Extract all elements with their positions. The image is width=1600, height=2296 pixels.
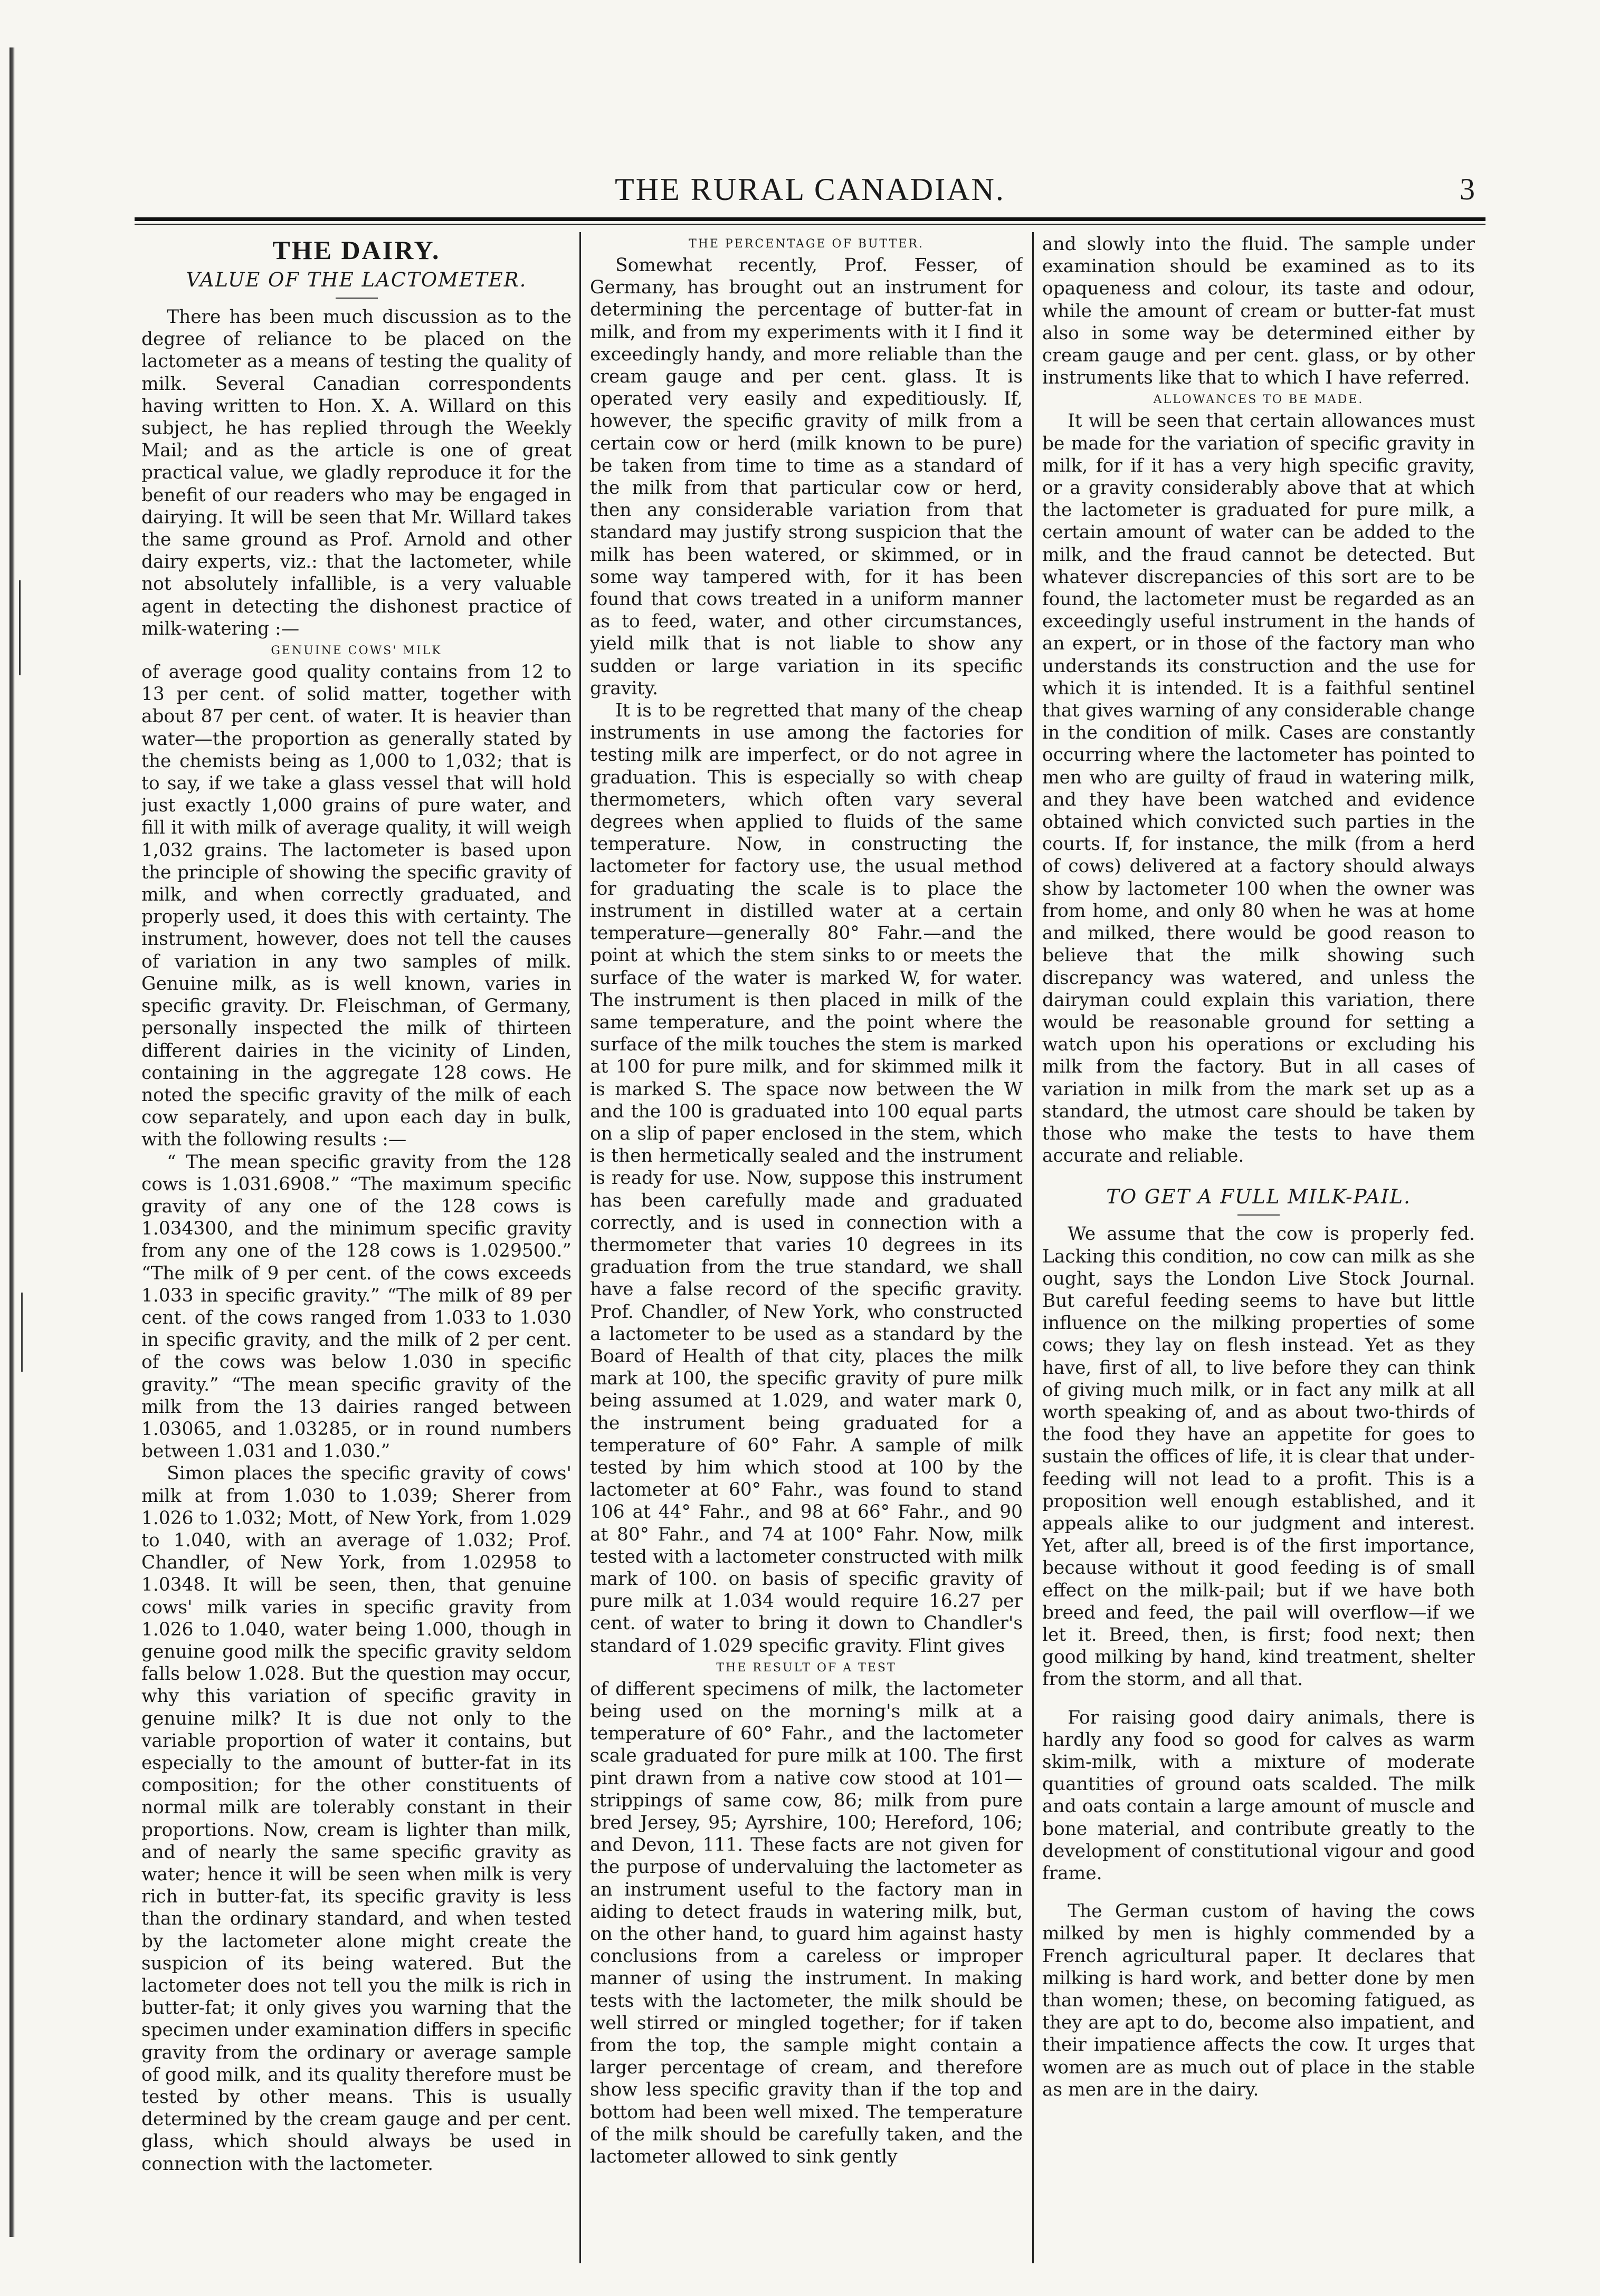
paragraph: It will be seen that certain allowances must be made for the variation of specific gravity in milk, for if it has a very high specific gravity, or a gravity considerably above that at which the lactometer is graduated for pure milk, a certain amount of water can be added to the milk, and the fraud cannot be detected. But whatever discrepancies of this sort are to be found, the lactometer must be regarded as an exceedingly useful instrument in the hands of an expert, or in those of the factory man who understands its construction and the use for which it is intended. It is a faithful sentinel that gives warning of any considerable change in the condition of milk. Cases are constantly occurring where the lactometer has pointed to men who are guilty of fraud in watering milk, and they have been watched and evidence obtained which convicted such parties in the courts. If, for instance, the milk (from a herd of cows) delivered at a factory should always show by lactometer 100 when the owner was from home, and only 80 when he was at home and milked, there would be good reason to believe that the milk showing such discrepancy was watered, and unless the dairyman could explain this variation, there would be reasonable ground for setting a watch upon his operations or excluding his milk from the factory. But in all cases of variation in milk from the mark set up as a standard, the utmost care should be taken by those who make the tests to have them accurate and reliable. — [1042, 410, 1475, 1167]
paragraph: Somewhat recently, Prof. Fesser, of Germany, has brought out an instrument for determining the percentage of butter-fat in milk, and from my experiments with it I find it exceedingly handy, and more reliable than the cream gauge and per cent. glass. It is operated very easily and expeditiously. If, however, the specific gravity of milk from a certain cow or herd (milk known to be pure) be taken from time to time as a standard of the milk from that particular cow or herd, then any considerable variation from that standard may justify strong suspicion that the milk has been watered, or skimmed, or in some way tampered with, for it has been found that cows treated in a uniform manner as to feed, water, and other circumstances, yield milk that is not liable to show any sudden or large variation in its specific gravity. — [590, 255, 1023, 699]
column-3 — [1042, 233, 1475, 2254]
subheading: GENUINE COWS' MILK — [271, 644, 442, 658]
article-title: TO GET A FULL MILK-PAIL. — [1106, 1185, 1411, 1209]
subheading: THE RESULT OF A TEST — [716, 1661, 897, 1675]
paragraph: and slowly into the fluid. The sample under examination should be examined as to its opaqueness and colour, its taste and odour, while the amount of cream or butter-fat must also in some way be determined either by cream gauge and per cent. glass, or by other instruments like that to which I have referred. — [1042, 234, 1475, 389]
title-rule — [1237, 1214, 1280, 1216]
paragraph: There has been much discussion as to the degree of reliance to be placed on the lactometer as a means of testing the quality of milk. Several Canadian correspondents having written to Hon. X. A. Willard on this subject, he has replied through the Weekly Mail; and as the article is one of great practical value, we gladly reproduce it for the benefit of our readers who may be engaged in dairying. It will be seen that Mr. Willard takes the same ground as Prof. Arnold and other dairy experts, viz.: that the lactometer, while not absolutely infallible, is a very valuable agent in detecting the dishonest practice of milk-watering :— — [141, 307, 572, 639]
paragraph: of average good quality contains from 12 to 13 per cent. of solid matter, together with about 87 per cent. of water. It is heavier than water—the proportion as generally stated by the chemists being as 1,000 to 1,032; that is to say, if we take a glass vessel that will hold just exactly 1,000 grains of pure water, and fill it with milk of average quality, it will weigh 1,032 grains. The lactometer is based upon the principle of showing the specific gravity of milk, and when correctly graduated, and properly used, it does this with certainty. The instrument, however, does not tell the causes of variation in any two samples of milk. Genuine milk, as is well known, varies in specific gravity. Dr. Fleischman, of Germany, personally inspected the milk of thirteen different dairies in the vicinity of Linden, containing in the aggregate 128 cows. He noted the specific gravity of the milk of each cow separately, and upon each day in bulk, with the following results :— — [141, 662, 572, 1151]
scan-mark — [21, 1293, 23, 1372]
subheading: ALLOWANCES TO BE MADE. — [1153, 393, 1364, 407]
paragraph: We assume that the cow is properly fed. Lacking this condition, no cow can milk as she ought, says the London Live Stock Journal. But careful feeding seems to have but little influence on the milking properties of some cows; they lay on flesh instead. Yet as they have, first of all, to live before they can think of giving much milk, or in fact any milk at all worth speaking of, and as about two-thirds of the food they have an appetite for goes to sustain the offices of life, it is clear that under-feeding will not lead to a profit. This is a proposition well enough established, and it appeals alike to our judgment and interest. Yet, after all, breed is of the first importance, because without it good feeding is of small effect on the milk-pail; but if we have both breed and feed, the pail will overflow—if we let it. Breed, then, is first; food next; then good milking by hand, kind treatment, shelter from the storm, and all that. — [1042, 1223, 1475, 1690]
header-rule-thin — [135, 224, 1485, 225]
paragraph: “ The mean specific gravity from the 128 cows is 1.031.6908.” “The maximum specific gravity of any one of the 128 cows is 1.034300, and the minimum specific gravity from any one of the 128 cows is 1.029500.” “The milk of 9 per cent. of the cows exceeds 1.033 in specific gravity.” “The milk of 89 per cent. of the cows ranged from 1.033 to 1.030 in specific gravity, and the milk of 2 per cent. of the cows was below 1.030 in specific gravity.” “The mean specific gravity of the milk from the 13 dairies ranged between 1.03065, and 1.03285, or in round numbers between 1.031 and 1.030.” — [141, 1151, 572, 1462]
article-title: VALUE OF THE LACTOMETER. — [186, 269, 527, 291]
subheading: THE PERCENTAGE OF BUTTER. — [689, 237, 924, 251]
paragraph: It is to be regretted that many of the cheap instruments in use among the factories for testing milk are imperfect, or do not agree in graduation. This is especially so with cheap thermometers, which often vary several degrees when applied to fluids of the same temperature. Now, in constructing the lactometer for factory use, the usual method for graduating the scale is to place the instrument in distilled water at a certain temperature—generally 80° Fahr.—and the point at which the stem sinks to or meets the surface of the water is marked W, for water. The instrument is then placed in milk of the same temperature, and the point where the surface of the milk touches the stem is marked at 100 for pure milk, and for skimmed milk it is marked S. The space now between the W and the 100 is graduated into 100 equal parts on a slip of paper enclosed in the stem, which is then hermetically sealed and the instrument is ready for use. Now, suppose this instrument has been carefully made and graduated correctly, and is used in connection with a thermometer that varies 10 degrees in its graduation from the true standard, we shall have a false record of the specific gravity. Prof. Chandler, of New York, who constructed a lactometer to be used as a standard by the Board of Health of that city, places the milk mark at 100, the specific gravity of pure milk being assumed at 1.029, and water mark 0, the instrument being graduated for a temperature of 60° Fahr. A sample of milk tested by him which stood at 100 by the lactometer at 60° Fahr., was found to stand 106 at 44° Fahr., and 98 at 66° Fahr., and 90 at 80° Fahr., and 74 at 100° Fahr. Now, milk tested with a lactometer constructed with milk mark of 100. on basis of specific gravity of pure milk at 1.034 would require 16.27 per cent. of water to bring it down to Chandler's standard of 1.029 specific gravity. Flint gives — [590, 700, 1023, 1657]
column-divider — [1032, 232, 1034, 2263]
page-header — [135, 171, 1485, 214]
paragraph: Simon places the specific gravity of cows' milk at from 1.030 to 1.039; Sherer from 1.026 to 1.032; Mott, of New York, from 1.029 to 1.040, with an average of 1.032; Prof. Chandler, of New York, from 1.02958 to 1.0348. It will be seen, then, that genuine cows' milk varies in specific gravity from 1.026 to 1.040, water being 1.000, though in genuine good milk the specific gravity seldom falls below 1.028. But the question may occur, why this variation of specific gravity in genuine milk? It is due not only to the variable proportion of water it contains, but especially to the amount of butter-fat in its composition; for the other constituents of normal milk are tolerably constant in their proportions. Now, cream is lighter than milk, and of nearly the same specific gravity as water; hence it will be seen when milk is very rich in butter-fat, its specific gravity is less than the ordinary standard, and when tested by the lactometer alone might create the suspicion of its being watered. But the lactometer does not tell you the milk is rich in butter-fat; it only gives you warning that the specimen under examination differs in specific gravity from the ordinary or average sample of good milk, and its quality therefore must be tested by other means. This is usually determined by the cream gauge and per cent. glass, which should always be used in connection with the lactometer. — [141, 1463, 572, 2175]
scan-mark — [19, 580, 21, 675]
column-1 — [141, 233, 572, 2254]
paragraph: The German custom of having the cows milked by men is highly commended by a French agricultural paper. It declares that milking is hard work, and better done by men than women; these, on becoming fatigued, as they are apt to do, become also impatient, and their impatience affects the cow. It urges that women are as much out of place in the stable as men are in the dairy. — [1042, 1901, 1475, 2100]
paragraph: For raising good dairy animals, there is hardly any food so good for calves as warm skim-milk, with a mixture of moderate quantities of ground oats scalded. The milk and oats contain a large amount of muscle and bone material, and contribute greatly to the development of constitutional vigour and good frame. — [1042, 1707, 1475, 1884]
masthead: THE RURAL CANADIAN. — [615, 172, 1005, 207]
header-rule — [135, 217, 1485, 221]
title-rule — [336, 298, 378, 299]
paragraph: of different specimens of milk, the lactometer being used on the morning's milk at a temperature of 60° Fahr., and the lactometer scale graduated for pure milk at 100. The first pint drawn from a native cow stood at 101—strippings of same cow, 86; milk from pure bred Jersey, 95; Ayrshire, 100; Hereford, 106; and Devon, 111. These facts are not given for the purpose of undervaluing the lactometer as an instrument useful to the factory man in aiding to detect frauds in watering milk, but, on the other hand, to guard him against hasty conclusions from a careless or improper manner of using the instrument. In making tests with the lactometer, the milk should be well stirred or mingled together; for if taken from the top, the sample might contain a larger percentage of cream, and therefore show less specific gravity than if the top and bottom had been well mixed. The temperature of the milk should be carefully taken, and the lactometer allowed to sink gently — [590, 1678, 1023, 2168]
scan-left-edge — [9, 47, 15, 2237]
page-number: 3 — [1460, 172, 1475, 206]
column-divider — [579, 232, 581, 2263]
column-2 — [590, 233, 1023, 2254]
section-title: THE DAIRY. — [272, 235, 441, 265]
